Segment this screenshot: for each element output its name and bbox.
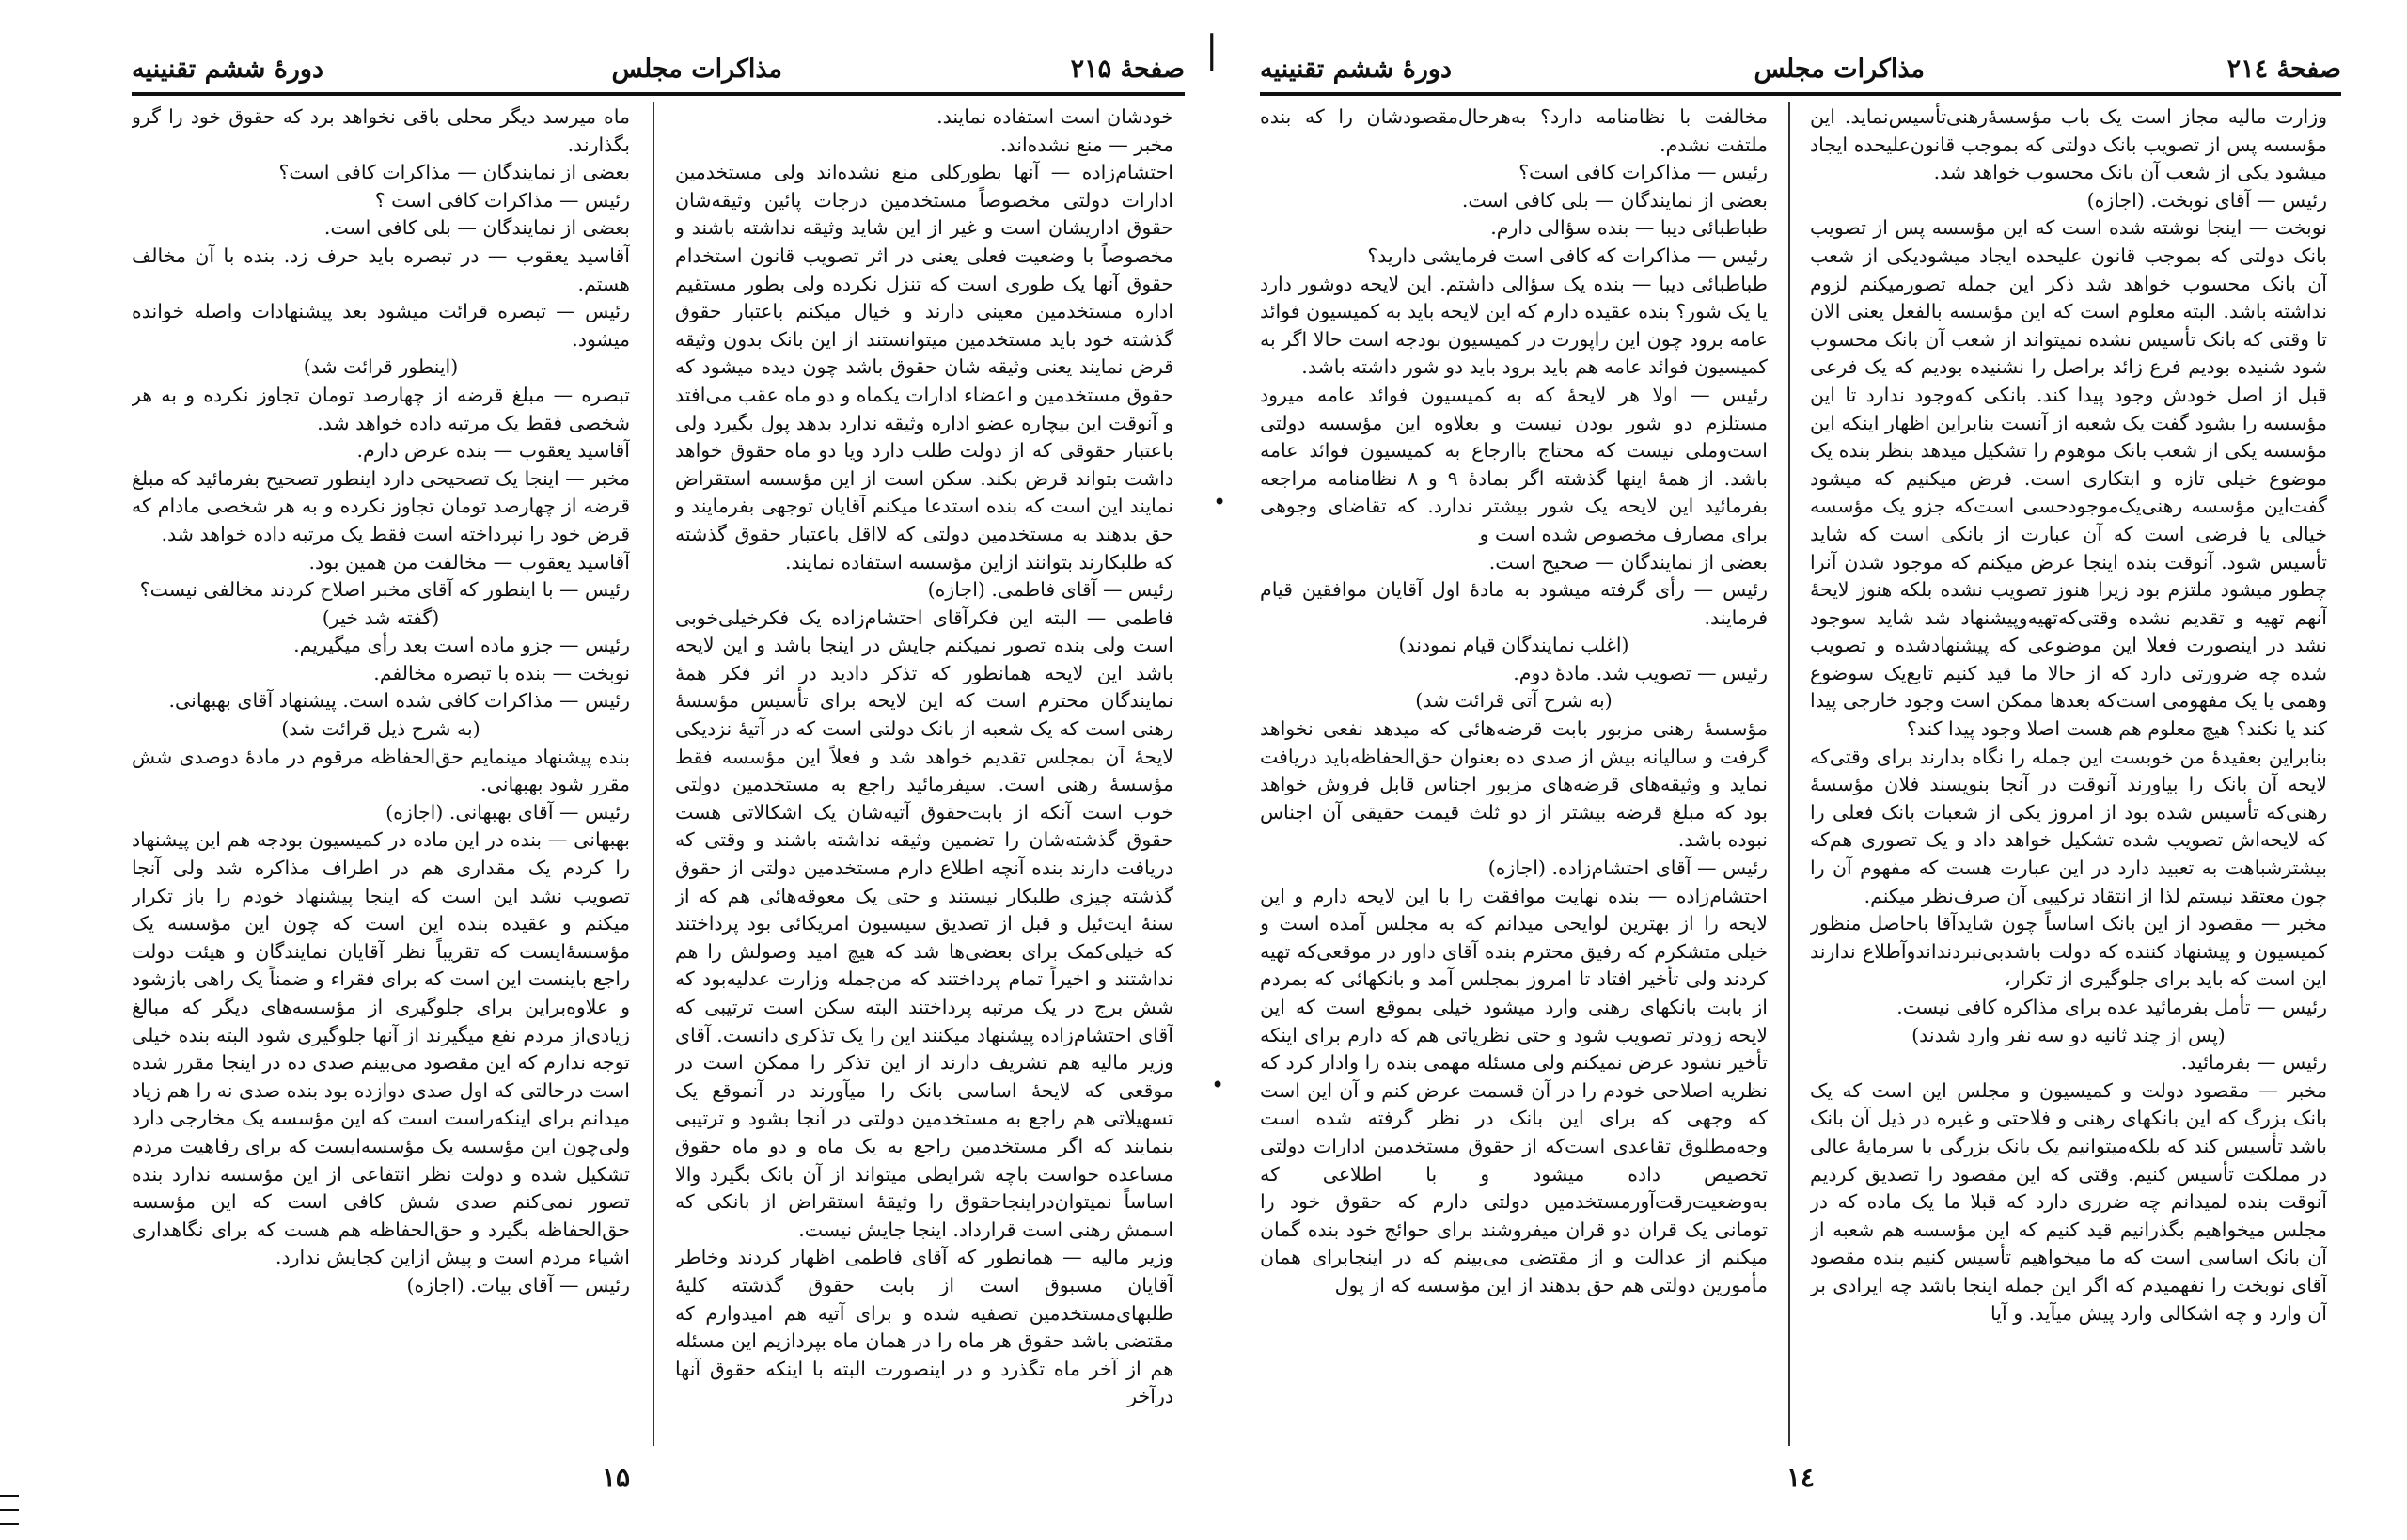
paragraph: نوبخت — اینجا نوشته شده است که این مؤسسه پس از تصویب بانک دولتی که بموجب قانون علیحده ایجاد میشودیکی از شعب آن بانک محسوب خواهد شد ذکر این جمله تصورمیکنم لزوم نداشته باشد. البته معلوم است که این مؤسسه بالفعل یعنی الان تا وقتی که بانک تأسیس نشده نمیتواند از شعب آن بانک محسوب شود شنیده بودیم فرع زائد براصل را نشنیده بودیم که یک فرعی قبل از اصل خودش وجود پیدا کند. بانکی که‌وجود ندارد تا این مؤسسه را بشود گفت یک شعبه از آنست بنابراین اظهار اینکه این مؤسسه یکی از شعب بانک موهوم را تشکیل میدهد بنظر بنده یک موضوع خیلی تازه و ابتکاری است. فرض میکنیم که میشود گفت‌این مؤسسه رهنی‌یک‌موجودحسی است‌که جزو یک مؤسسه خیالی یا فرضی است که آن عبارت از بانکی است که شاید تأسیس شود. آنوقت بنده اینجا عرض میکنم که موجود شدن آنرا چطور میشود ملتزم بود زیرا هنوز تصویب نشده بلکه هنوز لایحهٔ آنهم تهیه و تقدیم نشده وقتی‌که‌تهیه‌وپیشنهاد شد شاید سوجود نشد در اینصورت فعلا این موضوعی که پیشنهادشده و تصویب شده چه ضرورتی دارد که از حالا ما قید کنیم تابع‌یک سوضوع وهمی یا یک مفهومی است‌که بعدها ممکن است وجود خارجی پیدا کند یا نکند؟ هیچ معلوم هم هست اصلا وجود پیدا کند؟	[1810, 216, 2327, 741]
left-page-number-label: صفحهٔ ۲۱۵	[1070, 54, 1185, 84]
paragraph: طباطبائی دیبا — بنده سؤالی دارم.	[1490, 216, 1768, 240]
right-header-rule	[1260, 92, 2341, 96]
paragraph: مخبر — منع نشده‌اند.	[999, 133, 1173, 156]
paragraph: مخبر — مقصود از این بانک اساساً چون شایدآقا باحاصل منظور کمیسیون و پیشنهاد کننده که دولت باشد‌بی‌نبردنداند‌وآطلاع ندارند این است که باید برای جلوگیری از تکرار،	[1810, 912, 2327, 991]
paragraph: رئیس — مذاکرات کافی است ؟	[374, 188, 630, 212]
left-page-footer-number: ۱۵	[602, 1462, 631, 1493]
right-page-column-inner	[1260, 103, 1768, 1438]
paragraph: رئیس — بفرمائید.	[2180, 1051, 2327, 1075]
paragraph: نوبخت — بنده با تبصره مخالفم.	[373, 661, 630, 684]
paragraph: بنده پیشنهاد مینمایم حق‌الحفاظه مرقوم در مادهٔ دوصدی شش مقرر شود بهبهانی.	[132, 745, 630, 796]
paragraph: رئیس — آقای نوبخت. (اجازه)	[2086, 188, 2327, 212]
paragraph: بعضی از نمایندگان — بلی کافی است.	[323, 216, 630, 240]
left-page-section-label: دورهٔ ششم تقنینیه	[132, 54, 323, 84]
paragraph: مخبر — مقصود دولت و کمیسیون و مجلس این است که یک بانک بزرگ که این بانکهای رهنی و فلاحتی و غیره در ذیل آن بانک باشد تأسیس کند که بلکه‌میتوانیم یک بانک بزرگی با سرمایهٔ عالی در مملکت تأسیس کنیم. وقتی که این مقصود را تصدیق کردیم آنوقت بنده لمیدانم چه ضرری دارد که قبلا ما یک ماده که در مجلس میخواهیم بگذرانیم قید کنیم که این مؤسسه هم شعبه از آن بانک اساسی است که ما میخواهیم تأسیس کنیم بنده مقصود آقای نوبخت را نفهمیدم که اگر این جمله اینجا باشد چه ایرادی بر آن وارد و چه اشکالی وارد پیش میآید. و آیا	[1810, 1078, 2327, 1325]
left-page-header	[132, 45, 1185, 92]
paragraph: احتشام‌زاده — بنده نهایت موافقت را با این لایحه دارم و این لایحه را از بهترین لوایحی میدانم که به مجلس آمده است و خیلی متشکرم که رفیق محترم بنده آقای داور در موقعی‌که تهیه کردند ولی تأخیر افتاد تا امروز بمجلس آمد و بانکهائی که بمردم از بابت بانکهای رهنی وارد میشود خیلی بموقع است که این لایحه زودتر تصویب شود و حتی نظریاتی هم که دارم برای اینکه تأخیر نشود عرض نمیکنم ولی مسئله مهمی بنده را وادار کرد که نظریه اصلاحی خودم را در آن قسمت عرض کنم و آن این است که وجهی که برای این بانک در نظر گرفته شده است وجه‌مطلوق تقاعدی است‌که از حقوق مستخدمین ادارات دولتی تخصیص داده میشود و با اطلاعی که به‌وضعیت‌رقت‌آورمستخدمین دولتی دارم که حقوق خود را تومانی یک قران دو قران میفروشند برای حوائج خود بنده گمان میکنم از عدالت و از مقتضی می‌بینم که در اینجابرای همان مأمورین دولتی هم حق بدهند از این مؤسسه که از پول	[1260, 884, 1768, 1296]
paragraph: (اغلب نمایندگان قیام نمودند)	[1398, 634, 1629, 657]
paragraph: بعضی از نمایندگان — بلی کافی است.	[1461, 188, 1768, 212]
right-page-section-label: دورهٔ ششم تقنینیه	[1260, 54, 1452, 84]
right-column-divider	[1788, 102, 1790, 1446]
paragraph: رئیس — با اینطور که آقای مخبر اصلاح کردند مخالفی نیست؟	[139, 578, 630, 602]
right-page-footer-number: ۱٤	[1786, 1462, 1816, 1493]
paragraph: رئیس — رأی گرفته میشود به مادهٔ اول آقایان موافقین قیام فرمایند.	[1260, 578, 1768, 629]
paragraph: فاطمی — البته این فکرآقای احتشام‌زاده یک فکرخیلی‌خوبی است ولی بنده تصور نمیکنم جایش در اینجا باشد و این لایحه باشد این لایحه همانطور که تذکر دادید در اثر فکر همهٔ نمایندگان محترم است که این لایحه برای تأسیس مؤسسهٔ رهنی است که یک شعبه از بانک دولتی است که در آتیهٔ نزدیکی لایحهٔ آن بمجلس تقدیم خواهد شد و فعلاً این مؤسسه فقط مؤسسهٔ رهنی است. سیفرمائید راجع به مستخدمین دولتی خوب است آنکه از بابت‌حقوق آتیه‌شان یک اشکالاتی هست حقوق گذشته‌شان را تضمین وثیقه نداشته باشند و وقتی که دریافت دارند بنده آنچه اطلاع دارم مستخدمین دولتی از حقوق گذشته چیزی طلبکار نیستند و حتی یک معوقه‌هائی هم که از سنهٔ ایت‌ئیل و قبل از تصدیق سیسیون امریکائی بود پرداختند که خیلی‌کمک برای بعضی‌ها شد که هیچ امید وصولش را هم نداشتند و اخیراً تمام پرداختند که من‌جمله وزارت عدلیه‌بود که شش برج در یک مرتبه پرداختند البته سکن است ترتیبی که آقای احتشام‌زاده پیشنهاد میکنند این را یک تذکری دانست. آقای وزیر مالیه هم تشریف دارند از این تذکر را ممکن است در موقعی که لایحهٔ اساسی بانک را میآورند در آنموقع یک تسهیلاتی هم راجع به مستخدمین دولتی در آنجا بشود و ترتیبی بنمایند که اگر مستخدمین راجع به یک ماه و دو ماه حقوق مساعده خواست باچه شرایطی میتواند از آن بانک بگیرد والا اساساً نمیتوان‌دراینجا‌حقوق را وثیقهٔ استقراض از بانکی که اسمش رهنی است قرارداد. اینجا جایش نیست.	[675, 605, 1173, 1241]
paragraph: رئیس — مذاکرات کافی شده است. پیشنهاد آقای بهبهانی.	[168, 689, 630, 713]
edge-tick	[0, 1509, 19, 1511]
edge-tick	[0, 1523, 19, 1525]
paragraph: بعضی از نمایندگان — صحیح است.	[1488, 550, 1768, 574]
paragraph: رئیس — آقای احتشام‌زاده. (اجازه)	[1487, 856, 1768, 880]
paragraph: رئیس — آقای بیات. (اجازه)	[406, 1273, 630, 1296]
edge-tick	[0, 1495, 19, 1497]
paragraph: بهبهانی — بنده در این ماده در کمیسیون بودجه هم این پیشنهاد را کردم یک مقداری هم در اطراف مذاکره شد ولی آنجا تصویب نشد این است که اینجا پیشنهاد خودم را باز تکرار میکنم و عقیده بنده این است که چون این مؤسسه یک مؤسسهٔ‌ایست که تقریباً نظر آقایان نمایندگان و هیئت دولت راجع باینست این است که برای فقراء و ضمناً یک راهی بازشود و علاوه‌براین برای جلوگیری از مؤسسه‌های دیگر که مبالغ زیادی‌از مردم نفع میگیرند از آنها جلوگیری شود البته بنده خیلی توجه ندارم که این مقصود می‌بینم صدی ده در اینجا مقرر شده است درحالتی که اول صدی دوازده بود بنده صدی نه را هم زیاد میدانم برای اینکه‌راست است که این مؤسسه یک مخارجی دارد ولی‌چون این مؤسسه یک مؤسسه‌ایست که برای رفاهیت مردم تشکیل شده و دولت نظر انتفاعی از این مؤسسه ندارد بنده تصور نمی‌کنم صدی شش کافی است که این مؤسسه حق‌الحفاظه بگیرد و حق‌الحفاظه هم هست که برای نگاهداری اشیاء مردم است و پیش ازاین کجایش ندارد.	[132, 828, 630, 1269]
paragraph: وزارت مالیه مجاز است یک باب مؤسسهٔ‌رهنی‌تأسیس‌نماید. این مؤسسه پس از تصویب بانک دولتی که بموجب قانون‌علیحده ایجاد میشود یکی از شعب آن بانک محسوب خواهد شد.	[1810, 105, 2327, 184]
paragraph: آقاسید یعقوب — در تبصره باید حرف زد. بنده با آن مخالف هستم.	[132, 244, 630, 295]
binding-dot-mark: •	[1213, 489, 1227, 515]
binding-mark-top: |	[1205, 28, 1219, 71]
paragraph: رئیس — اولا هر لایحهٔ که به کمیسیون فوائد عامه میرود مستلزم دو شور بودن نیست و بعلاوه این مؤسسه دولتی است‌وملی نیست که محتاج باارجاع به کمیسیون فوائد عامه باشد. از همهٔ اینها گذشته اگر بمادهٔ ٩ و ۸ نظامنامه مراجعه بفرمائید این لایحه یک شور بیشتر ندارد. که تقاضای وجوهی برای مصارف مخصوص شده است و	[1260, 383, 1768, 545]
right-page-number-label: صفحهٔ ۲۱٤	[2226, 54, 2341, 84]
paragraph: (گفته شد خیر)	[322, 605, 440, 629]
paragraph: رئیس — آقای فاطمی. (اجازه)	[927, 578, 1173, 602]
left-page-running-title: مذاکرات مجلس	[611, 54, 783, 84]
paragraph: رئیس — تصویب شد. مادهٔ دوم.	[1513, 661, 1768, 684]
paragraph: تبصره — مبلغ قرضه از چهارصد تومان تجاوز نکرده و به هر شخصی فقط یک مرتبه داده خواهد شد.	[132, 383, 630, 434]
paragraph: مخالفت با نظامنامه دارد؟ به‌هرحال‌مقصودشان را که بنده ملتفت نشدم.	[1260, 105, 1768, 156]
paragraph: احتشام‌زاده — آنها بطورکلی منع نشده‌اند ولی مستخدمین ادارات دولتی مخصوصاً مستخدمین درجات پائین وثیقه‌شان حقوق اداریشان است و غیر از این شاید وثیقه نداشته باشند و مخصوصاً با وضعیت فعلی یعنی در اثر تصویب قانون استخدام حقوق آنها یک طوری است که تنزل نکرده ولی بطور مستقیم اداره مستخدمین معینی دارند و خیال میکنم باعتبار حقوق گذشته خود باید مستخدمین میتوانستند از این بانک بدون وثیقه قرض نمایند یعنی وثیقه شان حقوق باشد چون دیده میشود که حقوق مستخدمین و اعضاء ادارات یکماه و دو ماه عقب می‌افتد و آنوقت این بیچاره عضو اداره وثیقه ندارد بدهد پول بگیرد ولی باعتبار حقوقی که از دولت طلب دارد ویا دو ماه حقوق خواهد داشت بتواند قرض بکند. سکن است از این مؤسسه استقراض نمایند این است که بنده استدعا میکنم آقایان توجهی بفرمایند و حق بدهند به مستخدمین دولتی که لااقل باعتبار حقوق گذشته که طلبکارند بتوانند ازاین مؤسسه استفاده نمایند.	[675, 161, 1173, 574]
paragraph: خودشان است استفاده نمایند.	[936, 105, 1173, 128]
paragraph: آقاسید یعقوب — بنده عرض دارم.	[356, 439, 630, 463]
right-page-running-title: مذاکرات مجلس	[1754, 54, 1926, 84]
paragraph: رئیس — آقای بهبهانی. (اجازه)	[385, 800, 630, 824]
paragraph: رئیس — جزو ماده است بعد رأی میگیریم.	[293, 634, 630, 657]
binding-dot-mark: •	[1211, 1072, 1225, 1098]
paragraph: (اینطور قرائت شد)	[303, 355, 459, 379]
paragraph: آقاسید یعقوب — مخالفت من همین بود.	[308, 550, 630, 574]
left-page-column-outer	[132, 103, 630, 1438]
left-header-rule	[132, 92, 1185, 96]
paragraph: مخبر — اینجا یک تصحیحی دارد اینطور تصحیح بفرمائید که مبلغ قرضه از چهارصد تومان تجاوز نکرده و به هر شخصی مادام که قرض خود را نپرداخته است فقط یک مرتبه داده خواهد شد.	[132, 466, 630, 545]
left-page-column-inner	[675, 103, 1173, 1438]
paragraph: رئیس — مذاکرات که کافی است فرمایشی دارید؟	[1367, 244, 1768, 267]
paragraph: بنابراین بعقیدهٔ من خوبست این جمله را نگاه بدارند برای وقتی‌که لایحه آن بانک را بیاورند آنوقت در آنجا بنویسند فلان مؤسسهٔ رهنی‌که تأسیس شده بود از امروز یکی از شعبات بانک فعلی را که لایحه‌اش تصویب شده تشکیل خواهد داد و یک تصوری هم‌که بیشترشباهت به تعبید دارد در این عبارت هست که مفهوم آن را چون معتقد نیستم لذا از انتقاد ترکیبی آن صرف‌نظر میکنم.	[1810, 745, 2327, 907]
paragraph: رئیس — تأمل بفرمائید عده برای مذاکره کافی نیست.	[1896, 996, 2327, 1018]
right-page-header	[1260, 45, 2341, 92]
paragraph: (پس از چند ثانیه دو سه نفر وارد شدند)	[1911, 1023, 2226, 1046]
paragraph: ماه میرسد دیگر محلی باقی نخواهد برد که حقوق خود را گرو بگذارند.	[132, 105, 630, 156]
right-page-column-outer	[1810, 103, 2327, 1438]
paragraph: رئیس — مذاکرات کافی است؟	[1518, 161, 1768, 184]
paragraph: (به شرح ذیل قرائت شد)	[281, 717, 480, 741]
paragraph: مؤسسهٔ رهنی مزبور بابت قرضه‌هائی که میدهد نفعی نخواهد گرفت و سالیانه بیش از صدی ده بعنوان حق‌الحفاظه‌باید دریافت نماید و وثیقه‌های قرضه‌های مزبور اجناس قابل فروش خواهد بود که مبلغ قرضه بیشتر از دو ثلث قیمت حقیقی آن اجناس نبوده باشد.	[1260, 717, 1768, 852]
paragraph: وزیر مالیه — همانطور که آقای فاطمی اظهار کردند وخاطر آقایان مسبوق است از بابت حقوق گذشته کلیهٔ طلبهای‌مستخدمین تصفیه شده و برای آتیه هم امیدوارم که مقتضی باشد حقوق هر ماه را در همان ماه بپردازیم این مسئله هم از آخر ماه تگذرد و در اینصورت البته با اینکه حقوق آنها درآخر	[675, 1246, 1173, 1408]
paragraph: طباطبائی دیبا — بنده یک سؤالی داشتم. این لایحه دوشور دارد یا یک شور؟ بنده عقیده دارم که این لایحه باید به کمیسیون فوائد عامه برود چون این راپورت در کمیسیون بودجه است حالا اگر به کمیسیون فوائد عامه هم باید برود باید دو شور داشته باشد.	[1260, 272, 1768, 379]
paragraph: (به شرح آتی قرائت شد)	[1415, 689, 1613, 713]
right-page	[1204, 0, 2407, 1540]
paragraph: بعضی از نمایندگان — مذاکرات کافی است؟	[278, 161, 630, 184]
paragraph: رئیس — تبصره قرائت میشود بعد پیشنهادات واصله خوانده میشود.	[132, 300, 630, 351]
left-column-divider	[653, 102, 654, 1446]
